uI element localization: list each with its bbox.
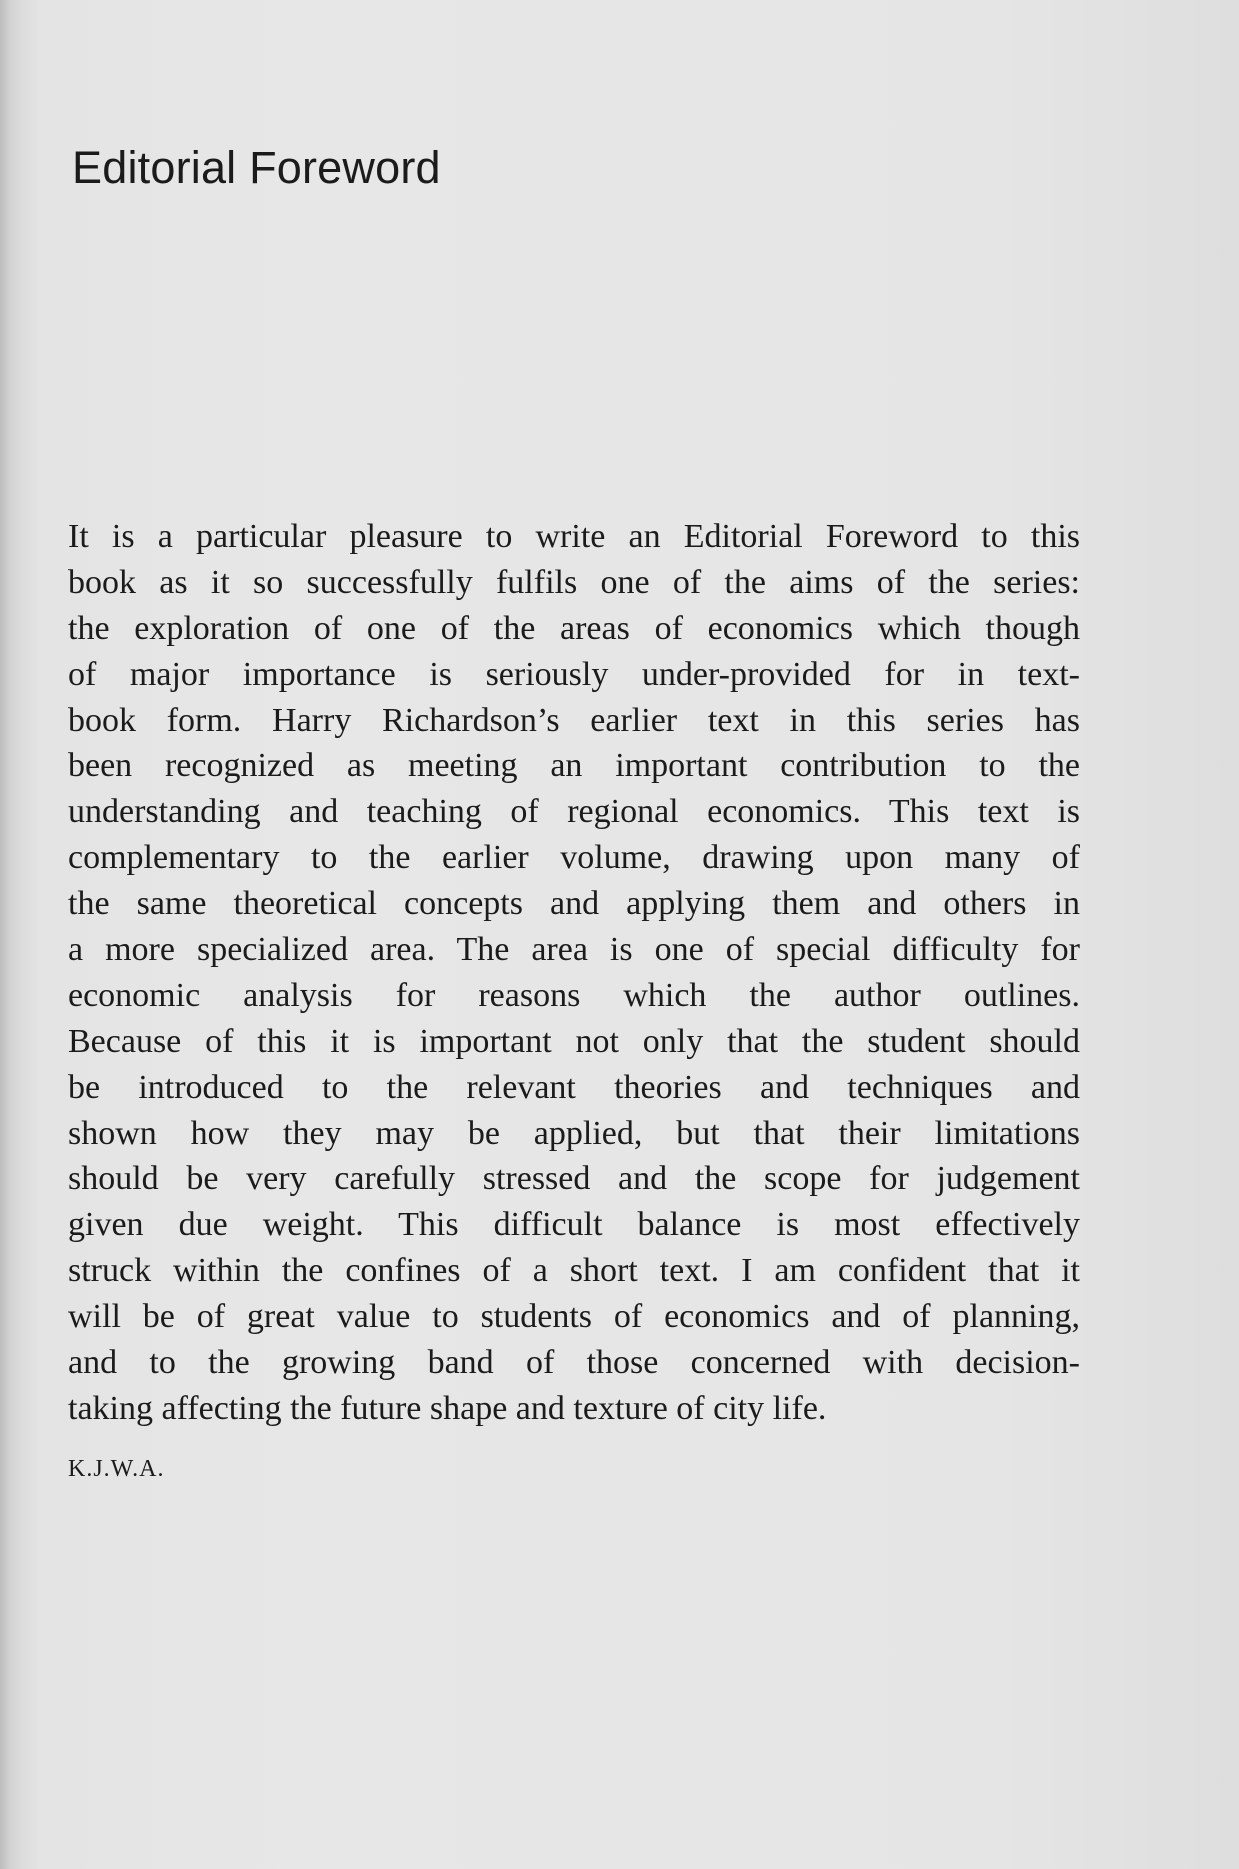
body-line: Because of this it is important not only that the student should: [68, 1022, 1080, 1060]
body-line: economic analysis for reasons which the author outlines.: [68, 976, 1080, 1014]
body-line: book form. Harry Richardson’s earlier text in this series has: [68, 701, 1080, 739]
body-line: and to the growing band of those concerned with decision-: [68, 1344, 1080, 1382]
body-line: complementary to the earlier volume, drawing upon many of: [68, 839, 1080, 877]
body-line: been recognized as meeting an important contribution to the: [68, 747, 1080, 785]
signature: K.J.W.A.: [68, 1456, 165, 1482]
body-line: of major importance is seriously under-provided for in text-: [68, 655, 1080, 693]
body-line: shown how they may be applied, but that their limitations: [68, 1114, 1080, 1152]
body-line: taking affecting the future shape and texture of city life.: [68, 1389, 827, 1427]
body-line: understanding and teaching of regional economics. This text is: [68, 793, 1080, 831]
body-line: the same theoretical concepts and applying them and others in: [68, 885, 1080, 923]
body-line: should be very carefully stressed and the scope for judgement: [68, 1160, 1080, 1198]
body-line: struck within the confines of a short text. I am confident that it: [68, 1252, 1080, 1290]
body-line: a more specialized area. The area is one of special difficulty for: [68, 931, 1080, 969]
body-line: It is a particular pleasure to write an Editorial Foreword to this: [68, 518, 1080, 555]
body-line: the exploration of one of the areas of economics which though: [68, 609, 1080, 647]
page-title: Editorial Foreword: [72, 142, 441, 193]
body-line: book as it so successfully fulfils one of the aims of the series:: [68, 563, 1080, 601]
foreword-body: [68, 514, 1080, 1432]
body-line: will be of great value to students of economics and of planning,: [68, 1298, 1080, 1336]
body-line: given due weight. This difficult balance is most effectively: [68, 1206, 1080, 1244]
body-line: be introduced to the relevant theories and techniques and: [68, 1068, 1080, 1106]
